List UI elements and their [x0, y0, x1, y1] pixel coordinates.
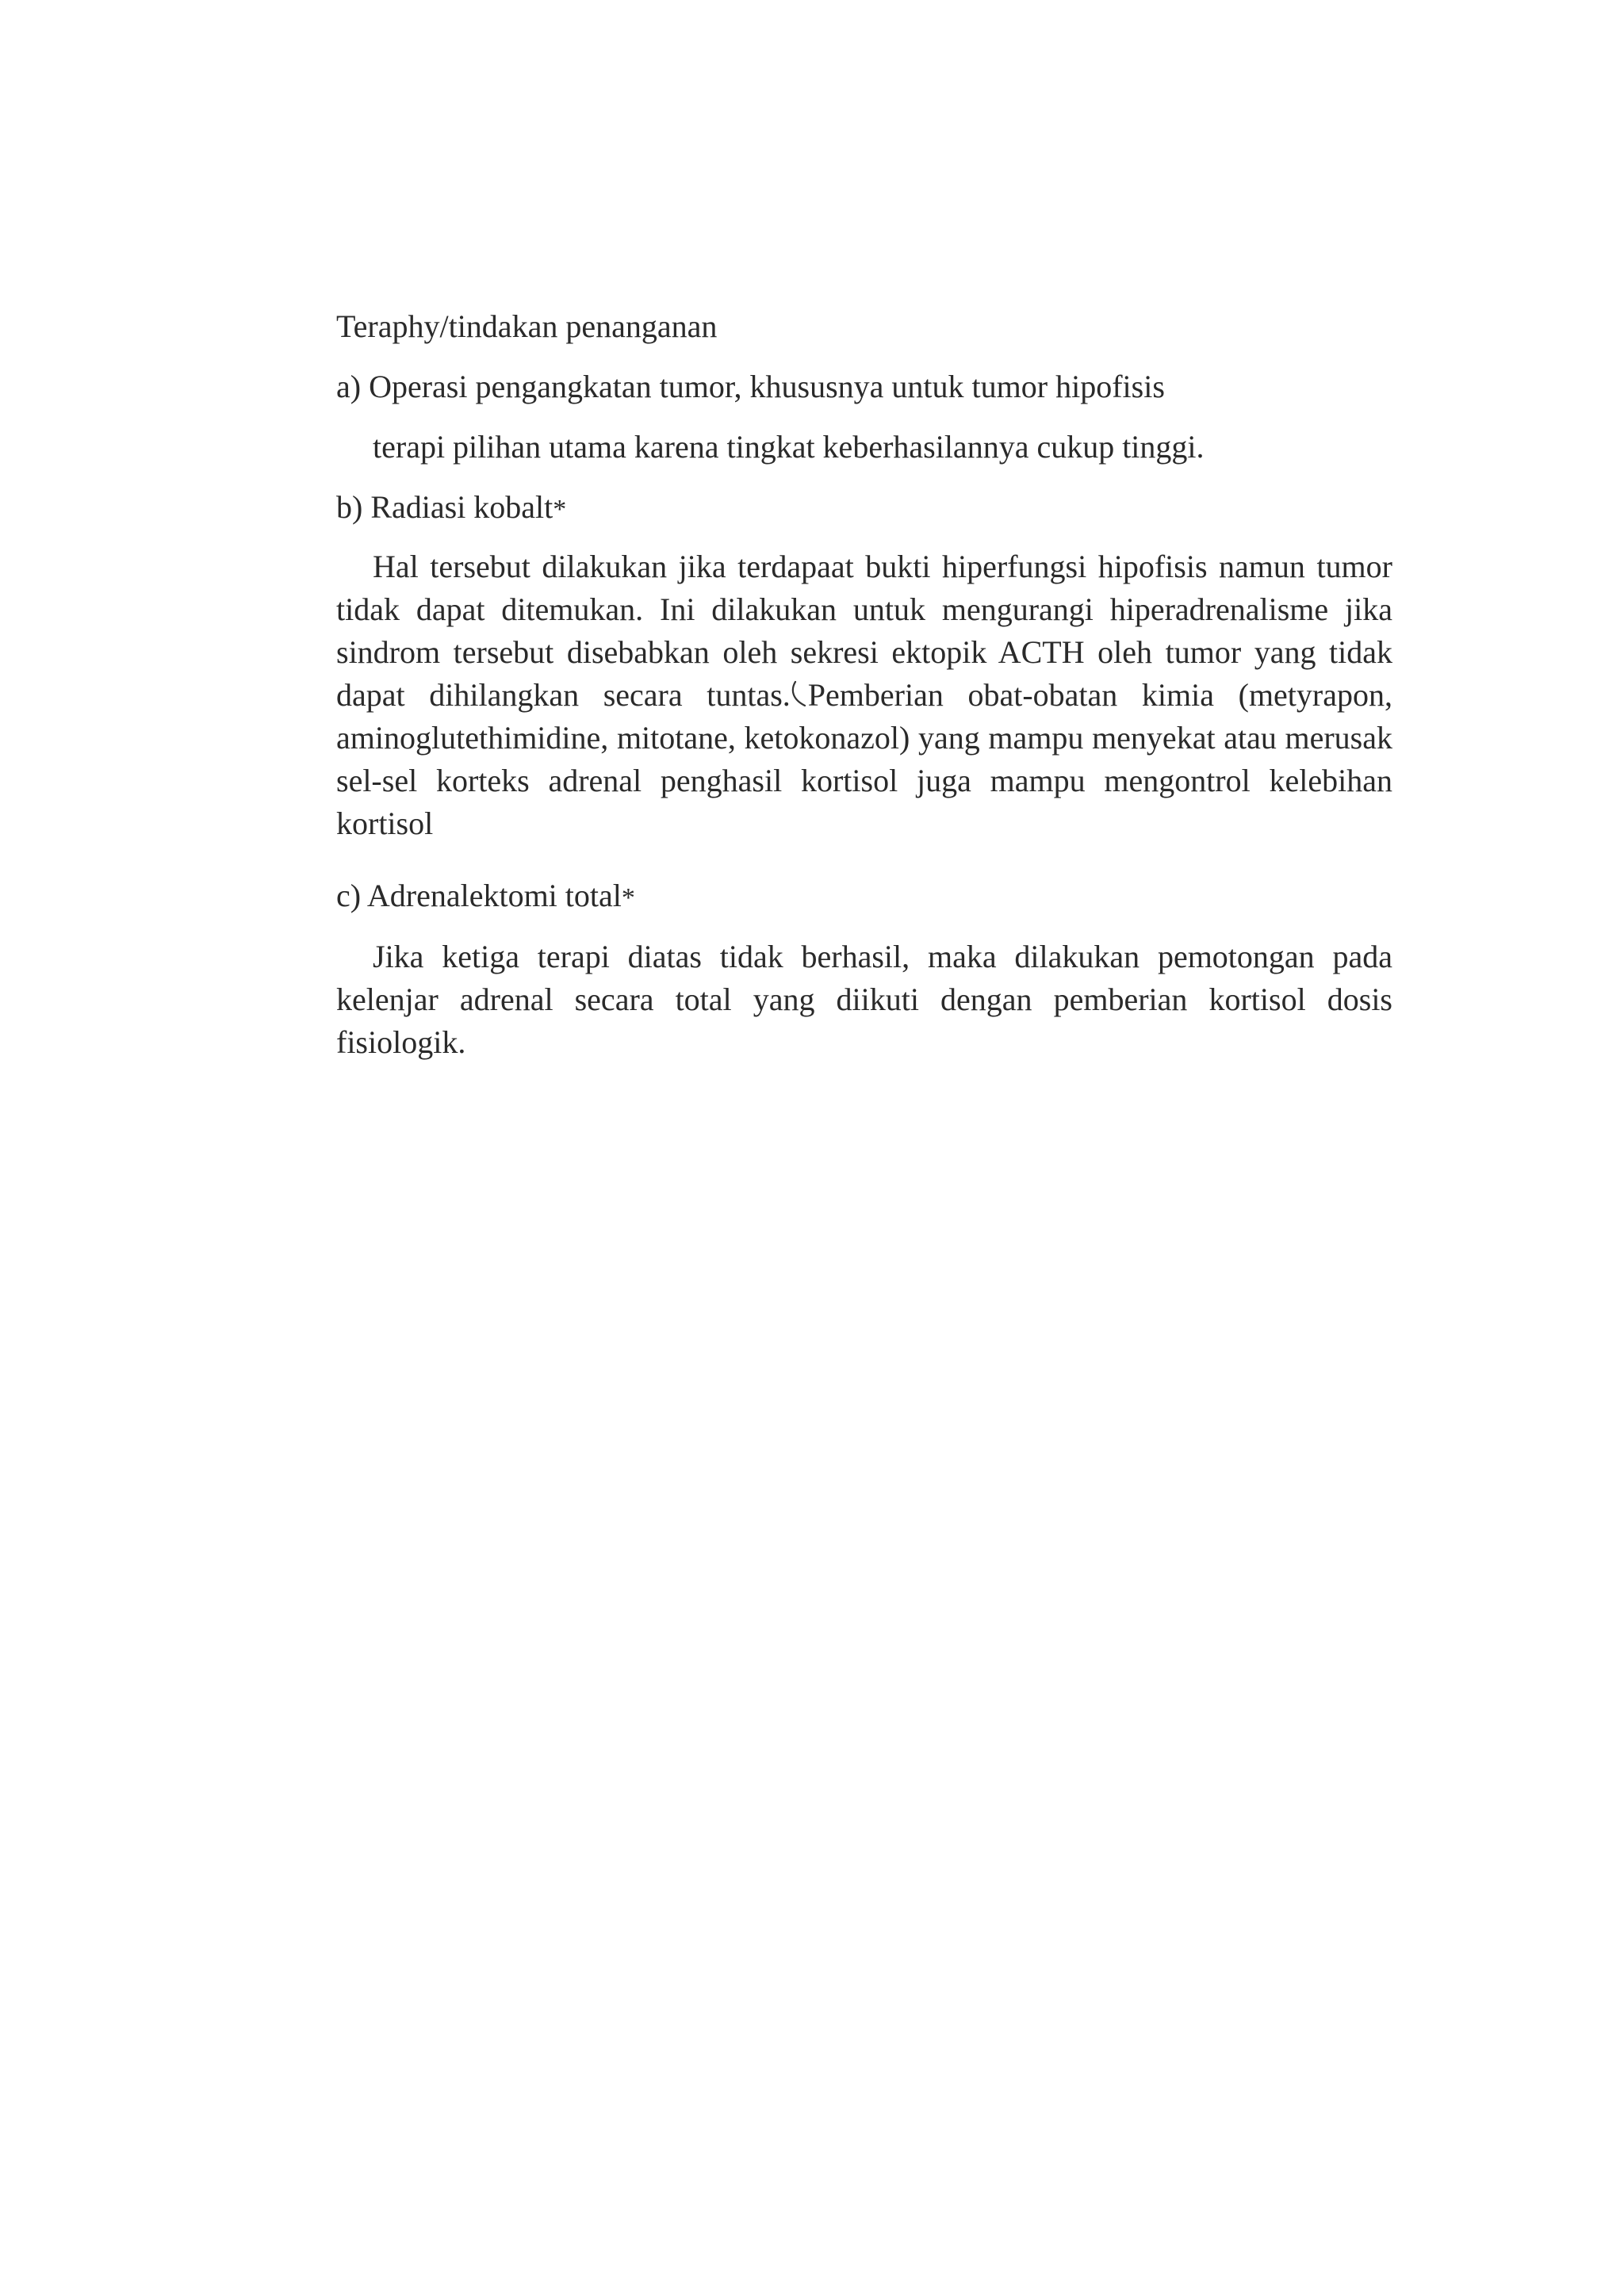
item-c-text: Jika ketiga terapi diatas tidak berhasil, maka dilakukan pemotongan pada kelenjar adrenal secara total yang diikuti dengan pemberian kortisol dosis fisiologik.	[336, 939, 1392, 1060]
item-b-paragraph	[336, 545, 1392, 845]
item-b-text	[336, 545, 1392, 845]
item-a-text: terapi pilihan utama karena tingkat keberhasilannya cukup tinggi.	[373, 429, 1205, 465]
item-c-paragraph	[336, 936, 1392, 1064]
item-b-heading	[336, 488, 566, 529]
item-a-title: a) Operasi pengangkatan tumor, khususnya untuk tumor hipofisis	[336, 369, 1165, 404]
item-b-asterisk: *	[553, 495, 567, 524]
item-b-text-part2: Pemberian obat-obatan kimia (metyrapon, aminoglutethimidine, mitotane, ketokonazol) yang mampu menyekat atau merusak sel-sel korteks adrenal penghasil kortisol juga mampu mengontrol kelebihan kortisol	[336, 677, 1392, 841]
item-b-title: b) Radiasi kobalt	[336, 489, 553, 525]
item-b-text-part1: Hal tersebut dilakukan jika terdapaat bukti hiperfungsi hipofisis namun tumor tidak dapat ditemukan. Ini dilakukan untuk mengurangi hiperadrenalisme jika sindrom tersebut disebabkan oleh sekresi ektopik ACTH oleh tumor yang tidak dapat dihilangkan secara tuntas.	[336, 549, 1392, 713]
item-c-asterisk: *	[621, 883, 635, 913]
section-heading: Teraphy/tindakan penanganan	[336, 308, 718, 344]
handwritten-mark-icon	[789, 679, 806, 710]
item-c-title: c) Adrenalektomi total	[336, 878, 622, 913]
item-c-heading	[336, 877, 635, 917]
